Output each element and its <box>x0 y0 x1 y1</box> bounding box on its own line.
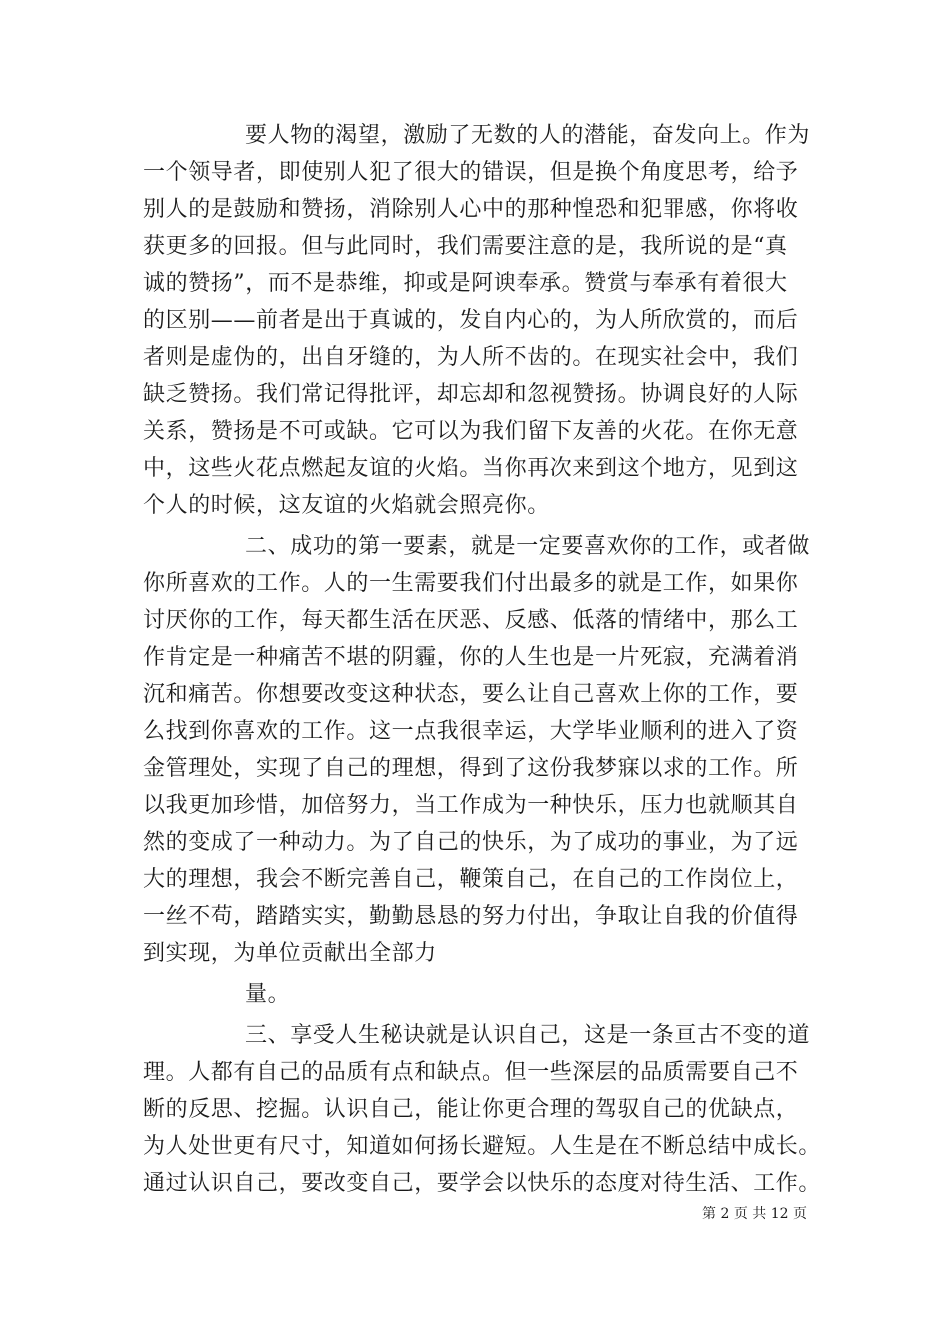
paragraph-line: 别人的是鼓励和赞扬，消除别人心中的那种惶恐和犯罪感，你将收 <box>143 197 799 222</box>
paragraph-line: 大的理想，我会不断完善自己，鞭策自己，在自己的工作岗位上， <box>143 867 799 892</box>
page-number: 第 2 页 共 12 页 <box>702 1206 807 1222</box>
paragraph-line: 的区别——前者是出于真诚的，发自内心的，为人所欣赏的，而后 <box>143 308 799 333</box>
paragraph-line: 二、成功的第一要素，就是一定要喜欢你的工作，或者做 <box>245 534 811 559</box>
paragraph-line: 金管理处，实现了自己的理想，得到了这份我梦寐以求的工作。所 <box>143 756 799 781</box>
paragraph-line: 作肯定是一种痛苦不堪的阴霾，你的人生也是一片死寂，充满着消 <box>143 645 799 670</box>
paragraph-line: 断的反思、挖掘。认识自己，能让你更合理的驾驭自己的优缺点， <box>143 1097 799 1122</box>
paragraph-line: 为人处世更有尺寸，知道如何扬长避短。人生是在不断总结中成长。 <box>143 1134 822 1159</box>
body-text <box>143 117 822 1202</box>
paragraph-line: 中，这些火花点燃起友谊的火焰。当你再次来到这个地方，见到这 <box>143 456 799 481</box>
paragraph-line: 然的变成了一种动力。为了自己的快乐，为了成功的事业，为了远 <box>143 830 799 855</box>
paragraph-line: 诚的赞扬”，而不是恭维，抑或是阿谀奉承。赞赏与奉承有着很大 <box>143 271 788 296</box>
paragraph-line: 要人物的渴望，激励了无数的人的潜能，奋发向上。作为 <box>245 123 811 148</box>
paragraph-line: 获更多的回报。但与此同时，我们需要注意的是，我所说的是“真 <box>143 234 788 259</box>
paragraph-line: 关系，赞扬是不可或缺。它可以为我们留下友善的火花。在你无意 <box>143 419 799 444</box>
paragraph-line: 到实现，为单位贡献出全部力 <box>143 941 437 966</box>
paragraph-line: 你所喜欢的工作。人的一生需要我们付出最多的就是工作，如果你 <box>143 571 799 596</box>
paragraph-line: 沉和痛苦。你想要改变这种状态，要么让自己喜欢上你的工作，要 <box>143 682 799 707</box>
paragraph-line: 一个领导者，即使别人犯了很大的错误，但是换个角度思考，给予 <box>143 160 799 185</box>
paragraph-line: 理。人都有自己的品质有点和缺点。但一些深层的品质需要自己不 <box>143 1060 799 1085</box>
paragraph-line: 者则是虚伪的，出自牙缝的，为人所不齿的。在现实社会中，我们 <box>143 345 799 370</box>
paragraph-line: 通过认识自己，要改变自己，要学会以快乐的态度对待生活、工作。 <box>143 1171 822 1196</box>
paragraph-line: 缺乏赞扬。我们常记得批评，却忘却和忽视赞扬。协调良好的人际 <box>143 382 799 407</box>
paragraph-line: 个人的时候，这友谊的火焰就会照亮你。 <box>143 493 550 518</box>
paragraph-line: 量。 <box>245 982 291 1007</box>
paragraph-line: 以我更加珍惜，加倍努力，当工作成为一种快乐，压力也就顺其自 <box>143 793 799 818</box>
paragraph-line: 一丝不苟，踏踏实实，勤勤恳恳的努力付出，争取让自我的价值得 <box>143 904 799 929</box>
paragraph-line: 三、享受人生秘诀就是认识自己，这是一条亘古不变的道 <box>245 1023 811 1048</box>
paragraph-line: 么找到你喜欢的工作。这一点我很幸运，大学毕业顺利的进入了资 <box>143 719 799 744</box>
paragraph-line: 讨厌你的工作，每天都生活在厌恶、反感、低落的情绪中，那么工 <box>143 608 799 633</box>
